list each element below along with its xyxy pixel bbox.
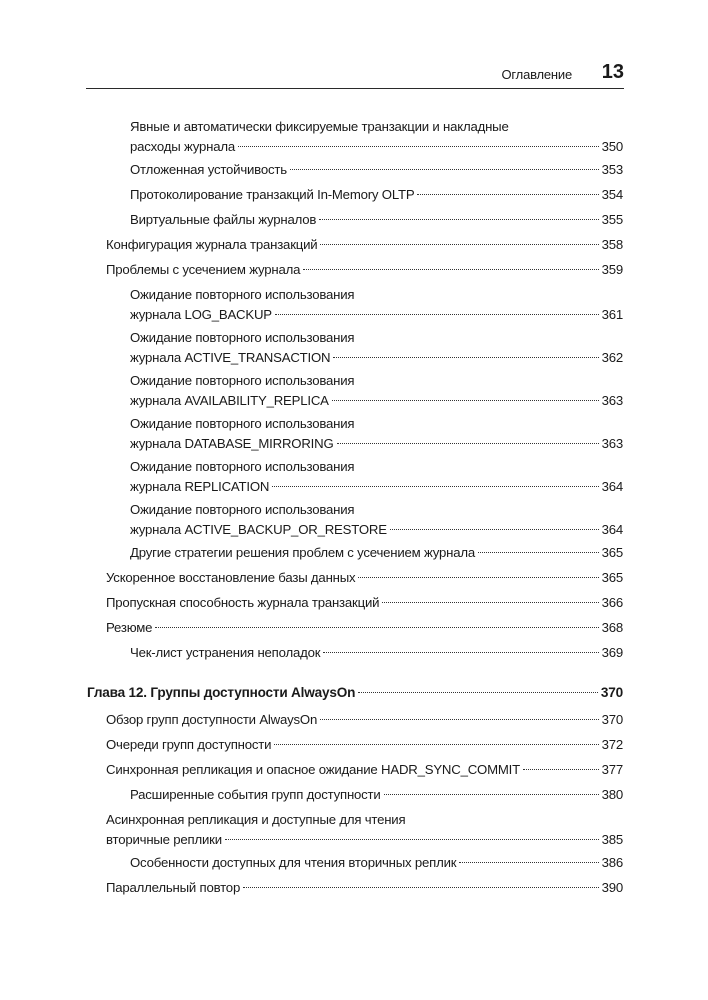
toc-entry-text: журнала LOG_BACKUP — [130, 307, 272, 322]
toc-entry-text: Расширенные события групп доступности — [130, 787, 381, 802]
toc-entry-text: Резюме — [106, 620, 153, 635]
toc-entry-page: 386 — [601, 855, 623, 870]
toc-entry-page: 377 — [601, 762, 623, 777]
toc-entry-page: 370 — [601, 712, 623, 727]
toc-entry-page: 366 — [601, 595, 623, 610]
toc-entry-text-line1: Ожидание повторного использования — [130, 287, 355, 302]
toc-entry — [130, 457, 623, 497]
dot-leader — [238, 146, 599, 147]
toc-entry — [130, 853, 623, 873]
toc-entry — [130, 185, 623, 205]
toc-entry-page: 368 — [601, 620, 623, 635]
toc-entry — [106, 710, 623, 730]
toc-entry — [130, 543, 623, 563]
dot-leader — [320, 719, 599, 720]
toc-entry — [106, 760, 623, 780]
toc-entry-text: журнала ACTIVE_TRANSACTION — [130, 350, 331, 365]
dot-leader — [155, 627, 598, 628]
dot-leader — [333, 357, 598, 358]
dot-leader — [290, 169, 599, 170]
page-number: 13 — [601, 61, 624, 83]
toc-entry-page: 364 — [601, 479, 623, 494]
dot-leader — [417, 194, 598, 195]
toc-entry — [130, 414, 623, 454]
dot-leader — [272, 486, 598, 487]
toc-entry — [106, 618, 623, 638]
toc-entry-page: 353 — [601, 162, 623, 177]
toc-entry-text: Синхронная репликация и опасное ожидание HADR_SYNC_COMMIT — [106, 762, 520, 777]
toc-entry-page: 355 — [601, 212, 623, 227]
toc-entry — [106, 260, 623, 280]
dot-leader — [319, 219, 598, 220]
toc-chapter-entry — [87, 683, 623, 703]
toc-entry-page: 385 — [601, 832, 623, 847]
toc-entry — [106, 593, 623, 613]
toc-entry-page: 365 — [601, 570, 623, 585]
toc-entry — [130, 117, 623, 157]
toc-entry-page: 365 — [601, 545, 623, 560]
toc-entry-page: 350 — [601, 139, 623, 154]
toc-entry-text: журнала AVAILABILITY_REPLICA — [130, 393, 329, 408]
toc-entry — [106, 235, 623, 255]
toc-entry-text: вторичные реплики — [106, 832, 222, 847]
toc-entry-text: Проблемы с усечением журнала — [106, 262, 301, 277]
dot-leader — [382, 602, 598, 603]
toc-entry — [130, 210, 623, 230]
dot-leader — [323, 652, 598, 653]
toc-entry — [130, 160, 623, 180]
toc-entry-page: 363 — [601, 393, 623, 408]
toc-entry — [106, 568, 623, 588]
toc-entry-text: Пропускная способность журнала транзакций — [106, 595, 380, 610]
toc-entry-text: Виртуальные файлы журналов — [130, 212, 317, 227]
dot-leader — [337, 443, 599, 444]
toc-entry-text: Другие стратегии решения проблем с усечением журнала — [130, 545, 476, 560]
toc-entry-page: 369 — [601, 645, 623, 660]
toc-entry-page: 354 — [601, 187, 623, 202]
dot-leader — [275, 314, 599, 315]
toc-entry-text: Чек-лист устранения неполадок — [130, 645, 321, 660]
toc-entry-text: Конфигурация журнала транзакций — [106, 237, 318, 252]
toc-entry-text: журнала REPLICATION — [130, 479, 270, 494]
dot-leader — [358, 577, 598, 578]
toc-entry-text: журнала ACTIVE_BACKUP_OR_RESTORE — [130, 522, 387, 537]
toc-entry-text: расходы журнала — [130, 139, 235, 154]
toc-entry — [106, 810, 623, 850]
dot-leader — [320, 244, 598, 245]
dot-leader — [243, 887, 599, 888]
toc-chapter-page: 370 — [600, 685, 623, 700]
dot-leader — [274, 744, 598, 745]
toc-entry-page: 358 — [601, 237, 623, 252]
toc-entry — [106, 878, 623, 898]
toc-entry-page: 380 — [601, 787, 623, 802]
dot-leader — [358, 692, 598, 693]
dot-leader — [478, 552, 599, 553]
toc-chapter-text: Глава 12. Группы доступности AlwaysOn — [87, 685, 356, 700]
toc-entry-page: 390 — [601, 880, 623, 895]
toc-entry-text: Особенности доступных для чтения вторичных реплик — [130, 855, 457, 870]
toc-entry-text: Обзор групп доступности AlwaysOn — [106, 712, 318, 727]
toc-entry — [130, 371, 623, 411]
toc-entry-text-line1: Ожидание повторного использования — [130, 416, 355, 431]
toc-entry — [130, 328, 623, 368]
dot-leader — [303, 269, 598, 270]
toc-entry — [130, 643, 623, 663]
toc-entry-text: Очереди групп доступности — [106, 737, 272, 752]
toc-entry-page: 372 — [601, 737, 623, 752]
toc-entry-text-line1: Ожидание повторного использования — [130, 330, 355, 345]
toc-entry-page: 361 — [601, 307, 623, 322]
running-header — [86, 58, 624, 89]
toc-entry-text-line1: Асинхронная репликация и доступные для чтения — [106, 812, 406, 827]
toc-entry-page: 359 — [601, 262, 623, 277]
toc-entry-page: 364 — [601, 522, 623, 537]
dot-leader — [390, 529, 599, 530]
toc-entry-text: Ускоренное восстановление базы данных — [106, 570, 356, 585]
toc-entry-text: Параллельный повтор — [106, 880, 241, 895]
toc-entry-text: Отложенная устойчивость — [130, 162, 287, 177]
toc-entry-text-line1: Ожидание повторного использования — [130, 373, 355, 388]
dot-leader — [332, 400, 599, 401]
toc-entry-page: 363 — [601, 436, 623, 451]
toc-entry-text: журнала DATABASE_MIRRORING — [130, 436, 334, 451]
toc-entry — [130, 285, 623, 325]
toc-entry — [106, 735, 623, 755]
toc-entry-text-line1: Явные и автоматически фиксируемые транзакции и накладные — [130, 119, 509, 134]
dot-leader — [225, 839, 599, 840]
dot-leader — [523, 769, 599, 770]
toc-entry-text-line1: Ожидание повторного использования — [130, 459, 355, 474]
toc-entry — [130, 785, 623, 805]
toc-entry-text-line1: Ожидание повторного использования — [130, 502, 355, 517]
dot-leader — [459, 862, 598, 863]
toc-entry — [130, 500, 623, 540]
toc-entry-page: 362 — [601, 350, 623, 365]
dot-leader — [384, 794, 599, 795]
header-title: Оглавление — [501, 67, 572, 82]
toc-entry-text: Протоколирование транзакций In-Memory OLTP — [130, 187, 415, 202]
